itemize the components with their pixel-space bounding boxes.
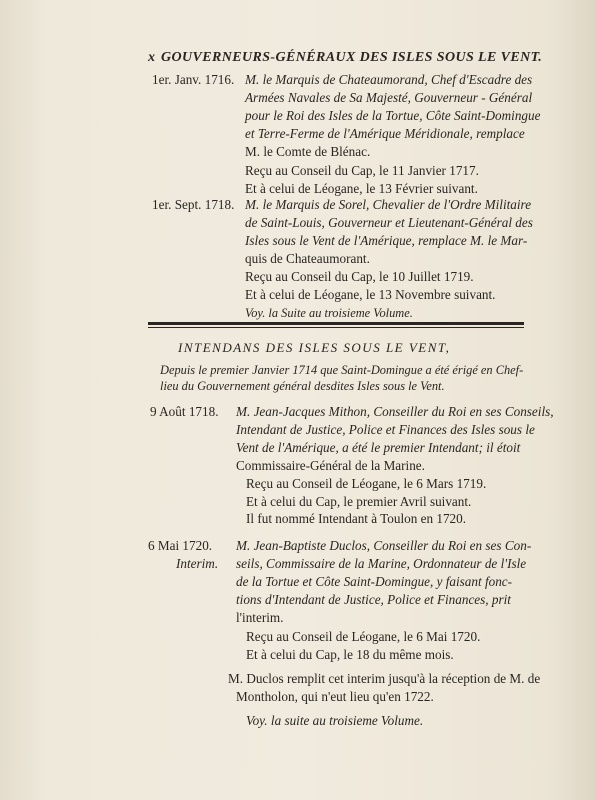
reception-line: Reçu au Conseil du Cap, le 11 Janvier 1717. xyxy=(245,163,479,178)
page-title: GOUVERNEURS-GÉNÉRAUX DES ISLES SOUS LE VENT. xyxy=(161,50,543,65)
entry-line: Commissaire-Général de la Marine. xyxy=(236,458,425,473)
entry-line: Isles sous le Vent de l'Amérique, remplace M. le Mar- xyxy=(245,233,528,248)
reception-line: Et à celui du Cap, le premier Avril suivant. xyxy=(246,494,472,509)
entry-date: 6 Mai 1720. xyxy=(148,538,213,553)
entry-line: M. le Marquis de Sorel, Chevalier de l'Ordre Militaire xyxy=(245,197,532,212)
entry-date: 1er. Janv. 1716. xyxy=(152,72,235,87)
section-intro: lieu du Gouvernement général desdites Isles sous le Vent. xyxy=(160,379,445,393)
section-title: INTENDANS DES ISLES SOUS LE VENT, xyxy=(178,340,451,355)
reception-line: Et à celui du Cap, le 18 du même mois. xyxy=(246,647,454,662)
reception-line: Il fut nommé Intendant à Toulon en 1720. xyxy=(246,511,467,526)
entry-interim: Interim. xyxy=(176,556,219,571)
entry-line: M. Jean-Jacques Mithon, Conseiller du Roi en ses Conseils, xyxy=(236,404,554,419)
section-rule-thin xyxy=(148,327,524,328)
note-line: M. Duclos remplit cet interim jusqu'à la réception de M. de xyxy=(228,671,541,686)
entry-line: et Terre-Ferme de l'Amérique Méridionale, remplace xyxy=(245,126,525,141)
entry-date: 9 Août 1718. xyxy=(150,404,219,419)
entry-line: M. le Marquis de Chateaumorand, Chef d'Escadre des xyxy=(245,72,533,87)
reception-line: Reçu au Conseil de Léogane, le 6 Mai 1720. xyxy=(246,629,481,644)
entry-line: Armées Navales de Sa Majesté, Gouverneur - Général xyxy=(245,90,533,105)
voy-note: Voy. la Suite au troisieme Volume. xyxy=(245,306,413,320)
entry-date: 1er. Sept. 1718. xyxy=(152,197,235,212)
reception-line: Reçu au Conseil de Léogane, le 6 Mars 1719. xyxy=(246,476,487,491)
entry-line: de Saint-Louis, Gouverneur et Lieutenant-Général des xyxy=(245,215,533,230)
reception-line: Reçu au Conseil du Cap, le 10 Juillet 1719. xyxy=(245,269,474,284)
page-number: x xyxy=(148,50,156,65)
section-intro: Depuis le premier Janvier 1714 que Saint-Domingue a été érigé en Chef- xyxy=(160,363,524,377)
entry-line: quis de Chateaumorant. xyxy=(245,251,370,266)
voy-note: Voy. la suite au troisieme Volume. xyxy=(246,713,424,728)
entry-line: de la Tortue et Côte Saint-Domingue, y faisant fonc- xyxy=(236,574,513,589)
entry-line: M. le Comte de Blénac. xyxy=(245,144,371,159)
entry-line: tions d'Intendant de Justice, Police et Finances, prit xyxy=(236,592,511,607)
reception-line: Et à celui de Léogane, le 13 Novembre suivant. xyxy=(245,287,496,302)
entry-line: Intendant de Justice, Police et Finances des Isles sous le xyxy=(236,422,535,437)
section-rule xyxy=(148,322,524,325)
entry-line: Vent de l'Amérique, a été le premier Intendant; il étoit xyxy=(236,440,521,455)
entry-line: seils, Commissaire de la Marine, Ordonnateur de l'Isle xyxy=(236,556,527,571)
entry-line: pour le Roi des Isles de la Tortue, Côte Saint-Domingue xyxy=(245,108,541,123)
entry-line: l'interim. xyxy=(236,610,284,625)
note-line: Montholon, qui n'eut lieu qu'en 1722. xyxy=(236,689,434,704)
entry-line: M. Jean-Baptiste Duclos, Conseiller du Roi en ses Con- xyxy=(236,538,532,553)
reception-line: Et à celui de Léogane, le 13 Février suivant. xyxy=(245,181,478,196)
